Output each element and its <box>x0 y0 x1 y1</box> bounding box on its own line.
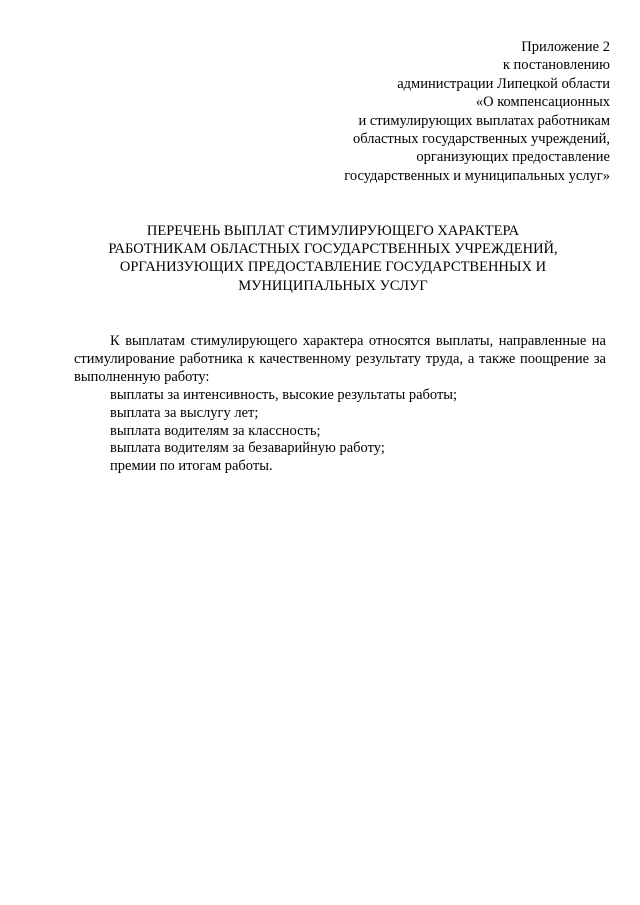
title-line-2: РАБОТНИКАМ ОБЛАСТНЫХ ГОСУДАРСТВЕННЫХ УЧРЕЖДЕНИЙ, <box>108 241 558 258</box>
appendix-line-subject-2: и стимулирующих выплатах работникам <box>358 112 610 129</box>
list-item-bonuses: премии по итогам работы. <box>110 458 273 475</box>
appendix-line-number: Приложение 2 <box>521 39 610 55</box>
title-line-1: ПЕРЕЧЕНЬ ВЫПЛАТ СТИМУЛИРУЮЩЕГО ХАРАКТЕРА <box>146 223 520 239</box>
intro-paragraph: К выплатам стимулирующего характера относятся выплаты, направленные на стимулирование работника к качественному результату труда, а также поощрение за выполненную работу: <box>74 333 606 385</box>
appendix-line-administration: администрации Липецкой области <box>397 75 610 92</box>
list-item-intensity: выплаты за интенсивность, высокие результаты работы; <box>110 386 458 403</box>
appendix-line-subject-1: «О компенсационных <box>475 94 610 111</box>
appendix-line-subject-5: государственных и муниципальных услуг» <box>344 167 610 184</box>
list-item-seniority: выплата за выслугу лет; <box>110 404 259 421</box>
list-item-accident-free: выплата водителям за безаварийную работу; <box>110 440 385 457</box>
appendix-line-subject-4: организующих предоставление <box>416 149 610 166</box>
appendix-header <box>290 38 610 185</box>
appendix-line-resolution: к постановлению <box>502 57 610 74</box>
document-body <box>74 333 606 476</box>
document-title <box>60 222 606 295</box>
title-line-3: ОРГАНИЗУЮЩИХ ПРЕДОСТАВЛЕНИЕ ГОСУДАРСТВЕННЫХ И <box>119 259 547 276</box>
list-item-driver-class: выплата водителям за классность; <box>110 422 321 439</box>
title-line-4: МУНИЦИПАЛЬНЫХ УСЛУГ <box>238 277 428 294</box>
appendix-line-subject-3: областных государственных учреждений, <box>353 131 610 148</box>
